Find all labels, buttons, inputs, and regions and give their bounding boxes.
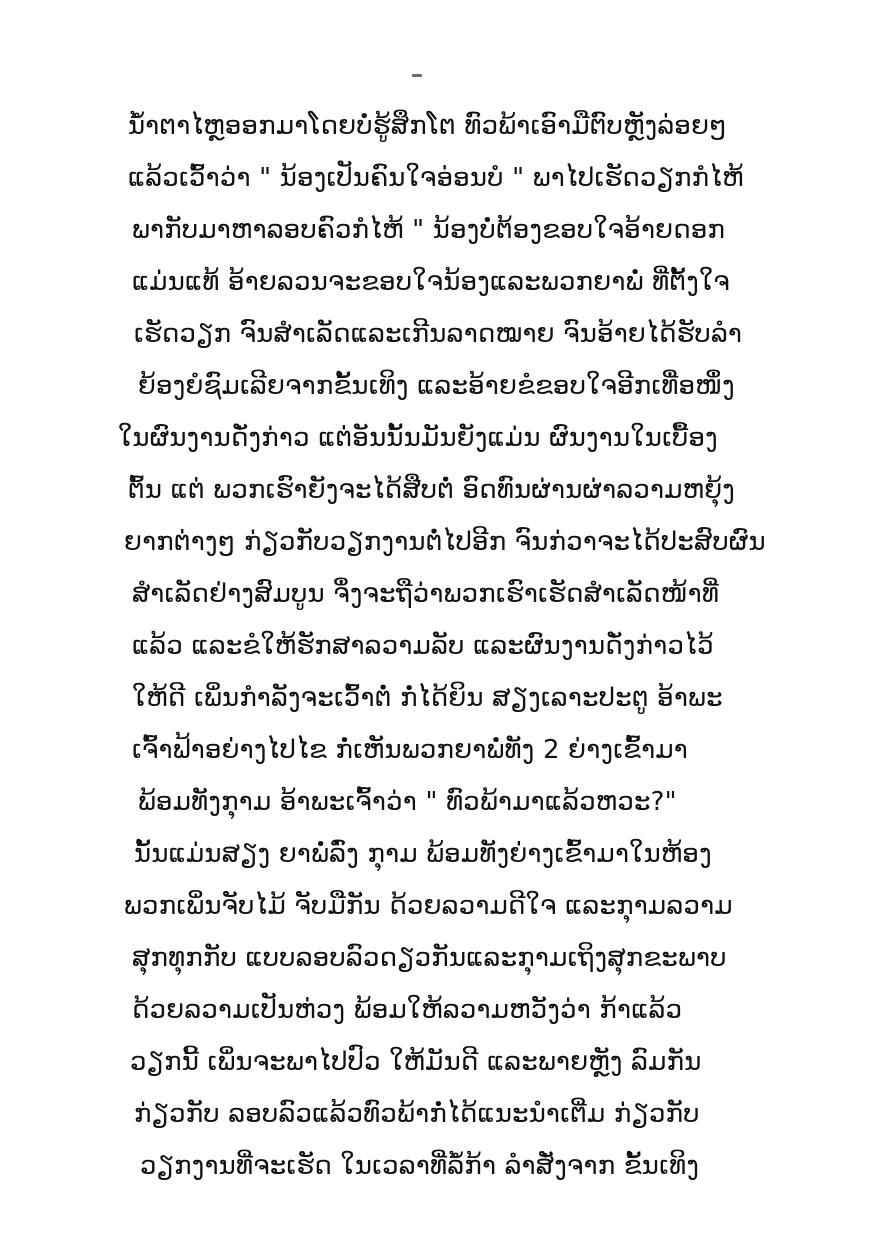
text-line: ໃນຜົນງານດັ່ງກ່າວ ແຕ່ອັນນັ້ນມັນຍັງແມ່ນ ຜົນງານໃນເບື້ອງ	[118, 423, 718, 453]
text-line: ນັ້ນແມ່ນສຽງ ຍາພໍ່ລົ່ງ ກຸາມ ພ້ອມທັງຍ່າງເຂົ້າມາໃນຫ້ອງ	[134, 839, 712, 869]
text-line: ພວກເພິ່ນຈັບໄມ້ ຈັບມືກັນ ດ້ວຍລວາມດີໃຈ ແລະກຸາມລວາມ	[124, 891, 733, 921]
text-line: ພ້ອມທັງກຸາມ ອ້າພະເຈົ້າວ່າ " ທົວພ້າມາແລ້ວຫວະ?"	[138, 787, 677, 817]
text-line: ວຽກງານທີ່ຈະເຮັດ ໃນເວລາທີ່ລໍ້ກ້າ ລຳສັ່ງຈາກ ຂັ້ນເທິງ	[140, 1151, 700, 1181]
text-line: ແລ້ວເວົ້າວ່າ " ນ້ອງເປັນຄົນໃຈອ່ອນບໍ " ພາໄປເຮັດວຽກກໍໄຫ້	[128, 163, 744, 193]
text-line: ສຳເລັດຢ່າງສົມບູນ ຈຶ່ງຈະຖືວ່າພວກເຮົາເຮັດສຳເລັດໜ້າທີ່	[132, 579, 720, 609]
text-line: ຍາກຕ່າງໆ ກ່ຽວກັບວຽກງານຕໍ່ໄປອີກ ຈົນກ່ວາຈະໄດ້ປະສົບຜົນ	[124, 527, 766, 557]
text-line: ແມ່ນແທ້ ອ້າຍລວນຈະຂອບໃຈນ້ອງແລະພວກຍາພໍ່ ທີ່ຕັ້ງໃຈ	[132, 267, 730, 297]
body-text	[118, 100, 798, 1192]
scan-speck-mark	[412, 74, 422, 77]
text-line: ດ້ວຍລວາມເປັນຫ່ວງ ພ້ອມໃຫ້ລວາມຫວັງວ່າ ກ້າແລ້ວ	[132, 995, 683, 1025]
text-line: ຕົ້ນ ແຕ່ ພວກເຮົາຍັງຈະໄດ້ສືບຕໍ່ ອົດທົນຜ່ານຜ່າລວາມຫຍຸ້ງ	[128, 475, 736, 505]
text-line: ແລ້ວ ແລະຂໍໃຫ້ຮັກສາລວາມລັບ ແລະຜົນງານດັ່ງກ່າວໄວ້	[132, 631, 714, 661]
text-line: ກ່ຽວກັບ ລອບລົວແລ້ວທົວພ້າກໍ່ໄດ້ແນະນຳເຕີ່ມ ກ່ຽວກັບ	[134, 1099, 700, 1129]
text-line: ວຽກນີ້ ເພິ່ນຈະພາໄປປົວ ໃຫ້ມັນດີ ແລະພາຍຫຼັງ ລົມກັນ	[130, 1047, 702, 1077]
text-line: ສຸກທຸກກັບ ແບບລອບລົວດຽວກັນແລະກຸາມເຖິງສຸກຂະພາບ	[132, 943, 727, 973]
text-line: ເຈົ້າຟ້າອຍ່າງໄປໄຂ ກໍ່ເຫັນພວກຍາພໍ່ທັງ 2 ຍ່າງເຂົ້າມາ	[132, 735, 689, 765]
text-line: ເຮັດວຽກ ຈົນສຳເລັດແລະເກີນລາດໝາຍ ຈົນອ້າຍໄດ້ຮັບລຳ	[134, 319, 743, 349]
text-line: ຍ້ອງຍໍຊົມເລີຍຈາກຂັ້ນເທິງ ແລະອ້າຍຂໍຂອບໃຈອີກເທື່ອໜຶ່ງ	[138, 371, 735, 401]
text-line: ໃຫ້ດີ ເພິ່ນກຳລັງຈະເວົ້າຕໍ່ ກໍ່ໄດ້ຍິນ ສຽງເລາະປະຕູ ອ້າພະ	[132, 683, 723, 713]
text-line: ພາກັບມາຫາລອບຄົວກໍໄຫ້ " ນ້ອງບໍ່ຕ້ອງຂອບໃຈອ້າຍດອກ	[132, 215, 726, 245]
text-line: ນ້ຳຕາໄຫຼອອກມາໂດຍບໍ່ຮູ້ສຶກໂຕ ທົວພ້າເອົາມືຕົບຫຼັງລ່ອຍໆ	[128, 111, 727, 141]
